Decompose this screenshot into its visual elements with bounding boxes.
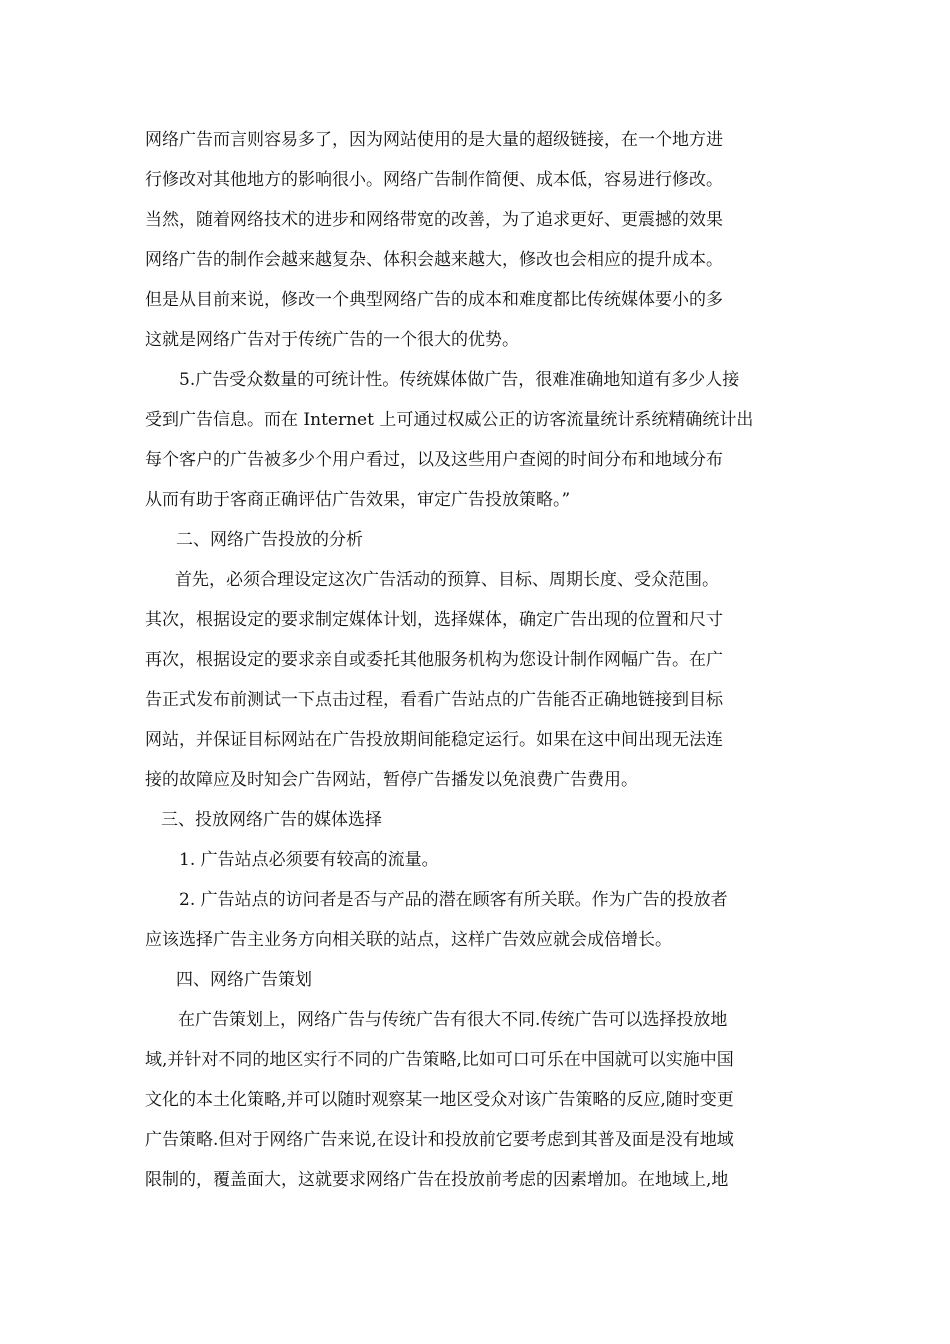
paragraph-line: 首先，必须合理设定这次广告活动的预算、目标、周期长度、受众范围。 xyxy=(175,570,719,590)
paragraph-line: 当然，随着网络技术的进步和网络带宽的改善，为了追求更好、更震撼的效果 xyxy=(145,210,723,230)
paragraph-line: 再次，根据设定的要求亲自或委托其他服务机构为您设计制作网幅广告。在广 xyxy=(145,650,723,670)
section-heading: 三、投放网络广告的媒体选择 xyxy=(161,810,382,830)
paragraph-line: 网站，并保证目标网站在广告投放期间能稳定运行。如果在这中间出现无法连 xyxy=(145,730,723,750)
paragraph-line: 限制的，覆盖面大，这就要求网络广告在投放前考虑的因素增加。在地域上,地 xyxy=(145,1170,729,1190)
paragraph-line: 行修改对其他地方的影响很小。网络广告制作简便、成本低，容易进行修改。 xyxy=(145,170,723,190)
paragraph-line: 网络广告的制作会越来越复杂、体积会越来越大，修改也会相应的提升成本。 xyxy=(145,250,723,270)
paragraph-line: 广告策略.但对于网络广告来说,在设计和投放前它要考虑到其普及面是没有地域 xyxy=(145,1130,734,1150)
paragraph-line: 在广告策划上，网络广告与传统广告有很大不同.传统广告可以选择投放地 xyxy=(178,1010,728,1030)
paragraph-line: 域,并针对不同的地区实行不同的广告策略,比如可口可乐在中国就可以实施中国 xyxy=(145,1050,734,1070)
paragraph-line: 从而有助于客商正确评估广告效果，审定广告投放策略。” xyxy=(145,490,571,510)
paragraph-line: 这就是网络广告对于传统广告的一个很大的优势。 xyxy=(145,330,519,350)
paragraph-line: 告正式发布前测试一下点击过程，看看广告站点的广告能否正确地链接到目标 xyxy=(145,690,723,710)
paragraph-line: 受到广告信息。而在 Internet 上可通过权威公正的访客流量统计系统精确统计出 xyxy=(145,410,754,430)
paragraph-line: 文化的本土化策略,并可以随时观察某一地区受众对该广告策略的反应,随时变更 xyxy=(145,1090,734,1110)
paragraph-line: 网络广告而言则容易多了，因为网站使用的是大量的超级链接，在一个地方进 xyxy=(145,130,723,150)
list-item: 2. 广告站点的访问者是否与产品的潜在顾客有所关联。作为广告的投放者 xyxy=(179,890,728,910)
document-body xyxy=(145,120,815,1200)
section-heading: 二、网络广告投放的分析 xyxy=(176,530,363,550)
list-item: 1. 广告站点必须要有较高的流量。 xyxy=(179,850,439,870)
paragraph-line: 但是从目前来说，修改一个典型网络广告的成本和难度都比传统媒体要小的多 xyxy=(145,290,723,310)
paragraph-line: 接的故障应及时知会广告网站，暂停广告播发以免浪费广告费用。 xyxy=(145,770,638,790)
paragraph-line: 其次，根据设定的要求制定媒体计划，选择媒体，确定广告出现的位置和尺寸 xyxy=(145,610,723,630)
section-heading: 四、网络广告策划 xyxy=(176,970,312,990)
paragraph-line: 每个客户的广告被多少个用户看过，以及这些用户查阅的时间分布和地域分布 xyxy=(145,450,723,470)
paragraph-line: 应该选择广告主业务方向相关联的站点，这样广告效应就会成倍增长。 xyxy=(145,930,672,950)
paragraph-line: 5.广告受众数量的可统计性。传统媒体做广告，很难准确地知道有多少人接 xyxy=(179,370,740,390)
